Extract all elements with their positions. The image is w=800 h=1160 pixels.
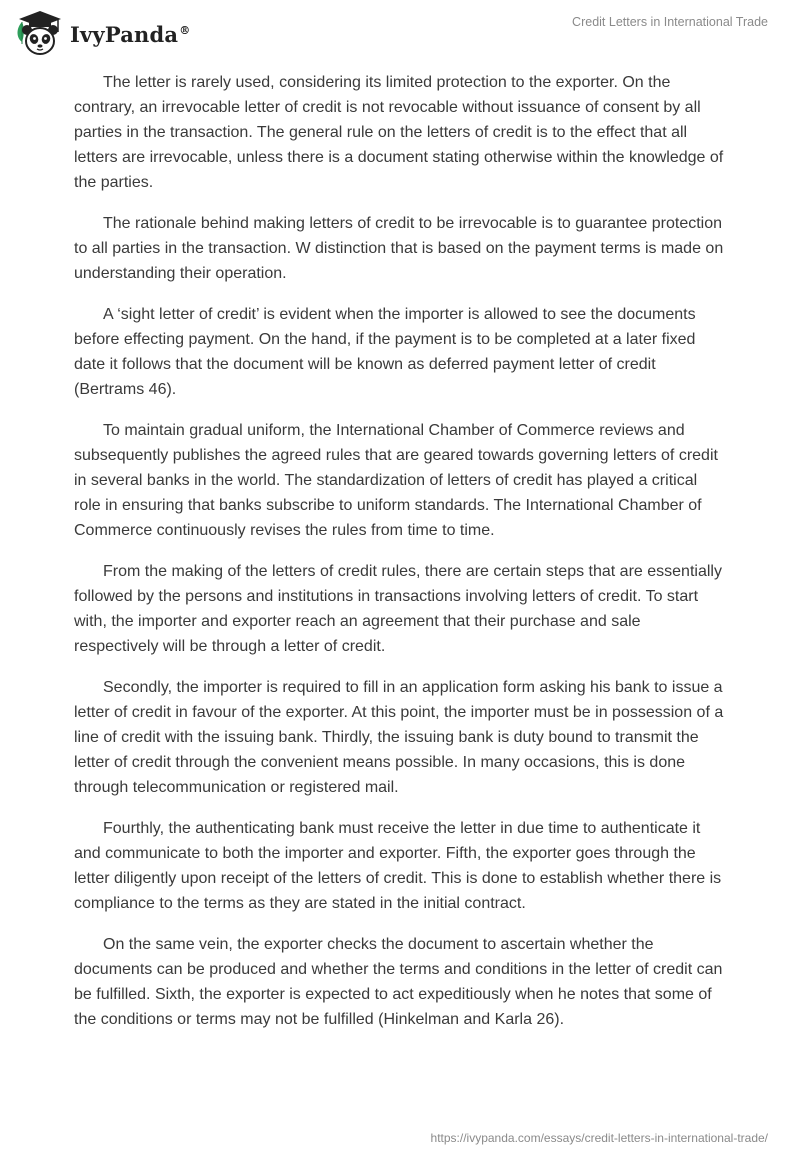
logo-wordmark: IvyPanda: [70, 21, 179, 47]
paragraph-5: From the making of the letters of credit rules, there are certain steps that are essentially followed by the persons and institutions in transactions involving letters of credit. To start with, the importer and exporter reach an agreement that their purchase and sale respectively will be through a letter of credit.: [74, 563, 722, 655]
paragraph-3: A ‘sight letter of credit’ is evident when the importer is allowed to see the documents before effecting payment. On the hand, if the payment is to be completed at a later fixed date it follows that the document will be known as deferred payment letter of credit (Bertrams 46).: [74, 306, 696, 398]
essay-body: [74, 70, 724, 1048]
page-header: [0, 0, 800, 66]
document-title: Credit Letters in International Trade: [572, 15, 768, 29]
ivypanda-logo[interactable]: [14, 8, 190, 58]
panda-graduate-icon: [14, 8, 66, 58]
paragraph-4: To maintain gradual uniform, the International Chamber of Commerce reviews and subsequently publishes the agreed rules that are geared towards governing letters of credit in several banks in the world. The standardization of letters of credit has played a critical role in ensuring that banks subscribe to uniform standards. The International Chamber of Commerce continuously revises the rules from time to time.: [74, 422, 718, 539]
paragraph-2: The rationale behind making letters of credit to be irrevocable is to guarantee protection to all parties in the transaction. W distinction that is based on the payment terms is made on understanding their operation.: [74, 215, 724, 282]
logo-text: [70, 22, 190, 47]
paragraph-7: Fourthly, the authenticating bank must receive the letter in due time to authenticate it and communicate to both the importer and exporter. Fifth, the exporter goes through the letter diligently upon receipt of the letters of credit. This is done to establish whether there is compliance to the terms as they are stated in the initial contract.: [74, 820, 722, 912]
paragraph-6: Secondly, the importer is required to fill in an application form asking his bank to issue a letter of credit in favour of the exporter. At this point, the importer must be in possession of a line of credit with the issuing bank. Thirdly, the issuing bank is duty bound to transmit the letter of credit through the convenient means possible. In many occasions, this is done through telecommunication or registered mail.: [74, 679, 724, 796]
paragraph-8: On the same vein, the exporter checks the document to ascertain whether the documents can be produced and whether the terms and conditions in the letter of credit can be fulfilled. Sixth, the exporter is expected to act expeditiously when he notes that some of the conditions or terms may not be fulfilled (Hinkelman and Karla 26).: [74, 936, 723, 1028]
source-url-link[interactable]: https://ivypanda.com/essays/credit-letters-in-international-trade/: [430, 1131, 768, 1145]
paragraph-1: The letter is rarely used, considering its limited protection to the exporter. On the contrary, an irrevocable letter of credit is not revocable without issuance of consent by all parties in the transaction. The general rule on the letters of credit is to the effect that all letters are irrevocable, unless there is a document stating otherwise within the knowledge of the parties.: [74, 74, 724, 191]
registered-mark: ®: [179, 23, 191, 37]
